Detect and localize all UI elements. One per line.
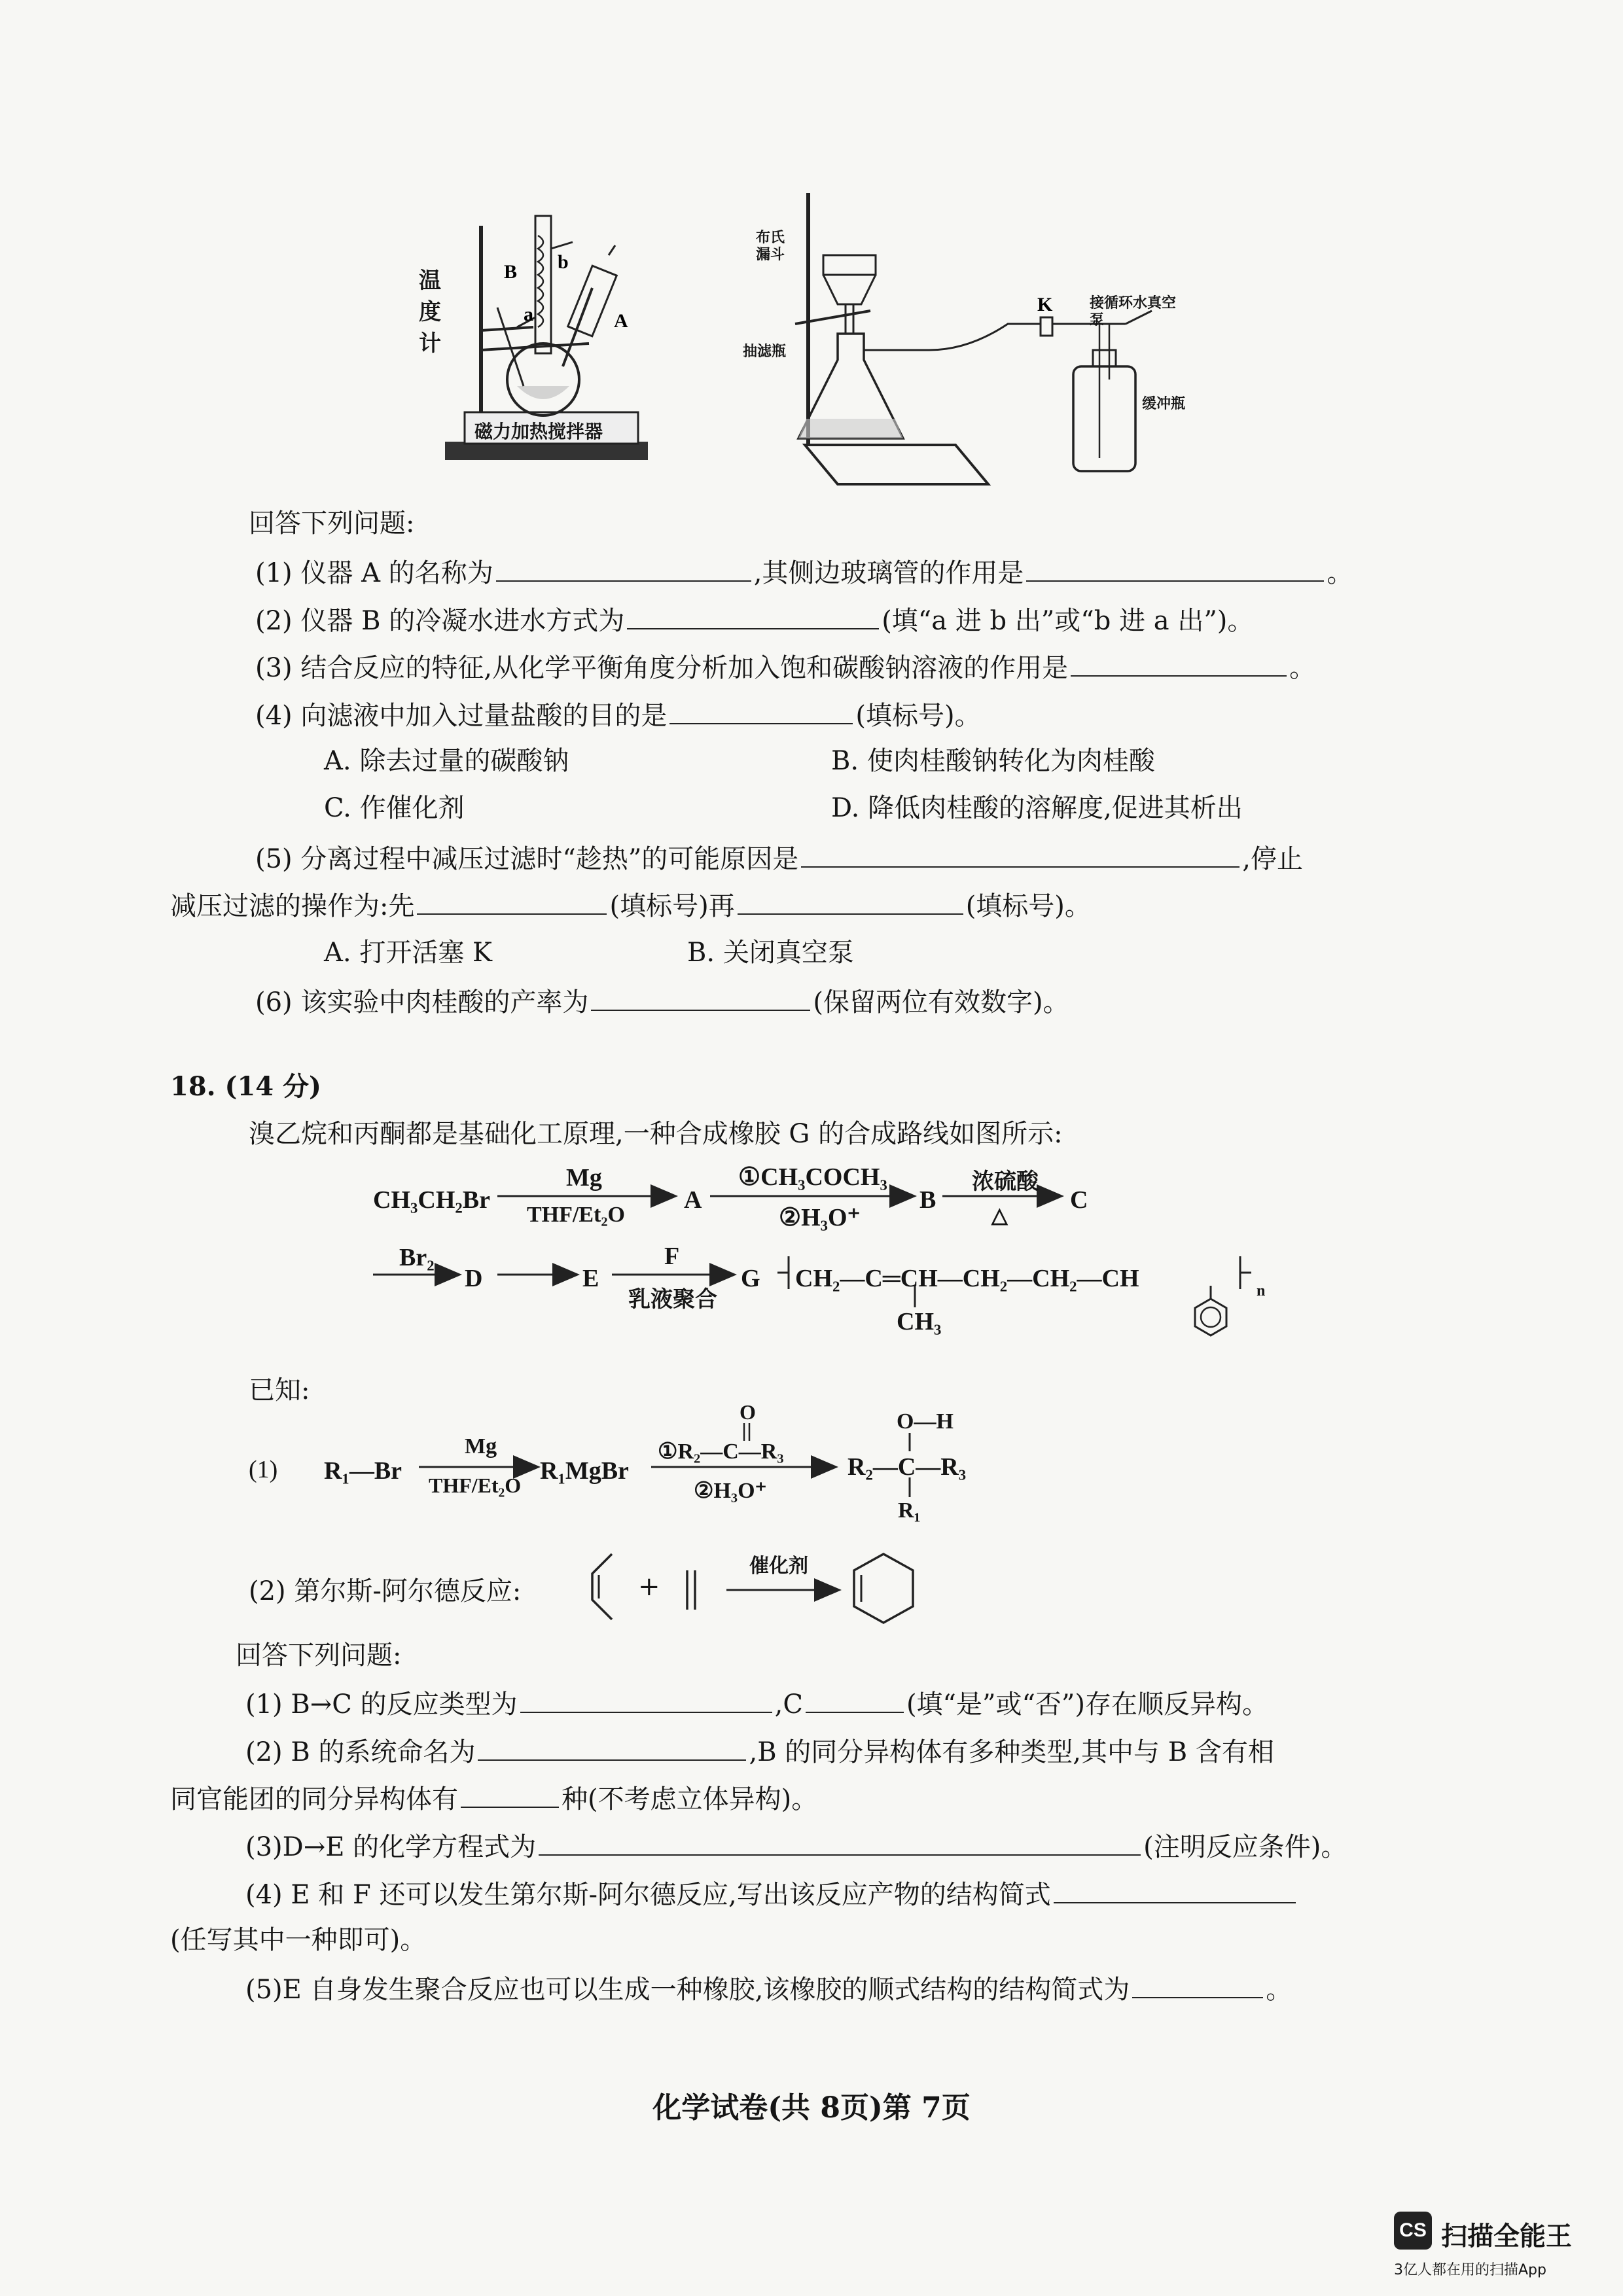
known1-oh: O—H: [897, 1409, 954, 1434]
q17-p1c: 。: [1327, 558, 1353, 588]
q17-p5c: 减压过滤的操作为:先: [170, 891, 415, 921]
q17-blank-6[interactable]: [591, 987, 810, 1011]
q17-p2b: (填“a 进 b 出”或“b 进 a 出”)。: [882, 606, 1254, 636]
apparatus-figure-right: [733, 183, 1257, 497]
q18-part4-cont: (任写其中一种即可)。: [170, 1925, 427, 1955]
q18-p2c: 同官能团的同分异构体有: [170, 1784, 458, 1814]
route-emulsion: 乳液聚合: [628, 1288, 717, 1312]
q17-p3a: (3) 结合反应的特征,从化学平衡角度分析加入饱和碳酸钠溶液的作用是: [255, 653, 1069, 683]
known1-r1: R₁: [898, 1498, 921, 1523]
q17-p6b: (保留两位有效数字)。: [813, 987, 1069, 1017]
q17-option-4D[interactable]: D. 降低肉桂酸的溶解度,促进其析出: [831, 793, 1243, 823]
q17-p6a: (6) 该实验中肉桂酸的产率为: [255, 987, 589, 1017]
q17-part5-cont: [170, 891, 1091, 919]
q17-p2a: (2) 仪器 B 的冷凝水进水方式为: [255, 606, 625, 636]
q17-blank-3[interactable]: [1071, 653, 1287, 677]
route-A: A: [684, 1186, 702, 1214]
funnel-label: 布氏漏斗: [756, 229, 785, 263]
q18-part2-cont: [170, 1784, 817, 1812]
route-br2: Br₂: [399, 1244, 435, 1271]
q17-part5: [255, 844, 1303, 872]
q17-blank-5c[interactable]: [738, 891, 963, 915]
watermark-slogan: 3亿人都在用的扫描App: [1394, 2262, 1546, 2278]
known1-step1: ①R₂—C—R₃: [658, 1439, 784, 1464]
q17-option-4C[interactable]: C. 作催化剂: [324, 793, 465, 823]
q17-blank-1b[interactable]: [1026, 558, 1324, 582]
q18-p1b: ,C: [774, 1689, 803, 1720]
q17-blank-5b[interactable]: [417, 891, 607, 915]
route-D: D: [465, 1265, 483, 1292]
known1-solvent: THF/Et₂O: [429, 1474, 522, 1497]
route-acid: 浓硫酸: [972, 1170, 1039, 1194]
route-mg: Mg: [566, 1164, 602, 1192]
q17-p4a: (4) 向滤液中加入过量盐酸的目的是: [255, 701, 668, 731]
known1-r1br: R₁—Br: [324, 1457, 402, 1485]
q18-part4: [245, 1880, 1298, 1908]
q17-blank-2[interactable]: [627, 606, 879, 629]
q17-p5e: (填标号)。: [965, 891, 1091, 921]
q18-p2d: 种(不考虑立体异构)。: [562, 1784, 818, 1814]
synthesis-route: [366, 1158, 1296, 1341]
q18-part5: [245, 1975, 1292, 2003]
known-label: 已知:: [249, 1375, 310, 1405]
flask-label: 抽滤瓶: [743, 343, 787, 360]
known2-catalyst: 催化剂: [749, 1555, 808, 1578]
q18-p5b: 。: [1266, 1975, 1293, 2005]
q17-part2: [255, 606, 1253, 634]
q18-intro: 溴乙烷和丙酮都是基础化工原理,一种合成橡胶 G 的合成路线如图所示:: [249, 1119, 1063, 1149]
q17-part6: [255, 987, 1069, 1016]
route-solvent: THF/Et₂O: [527, 1203, 625, 1227]
watermark-brand: 扫描全能王: [1441, 2221, 1572, 2252]
route-E: E: [582, 1265, 599, 1292]
route-heat: △: [991, 1203, 1008, 1227]
q17-option-5B[interactable]: B. 关闭真空泵: [687, 938, 854, 968]
route-B: B: [919, 1186, 936, 1214]
q17-option-5A[interactable]: A. 打开活塞 K: [324, 938, 492, 968]
q17-p1b: ,其侧边玻璃管的作用是: [753, 558, 1024, 588]
q18-blank-5[interactable]: [1132, 1975, 1263, 1998]
q17-option-4A[interactable]: A. 除去过量的碳酸钠: [324, 746, 569, 776]
route-G: G: [741, 1265, 760, 1292]
pump-label: 接循环水真空泵: [1090, 294, 1177, 328]
q17-part4: [255, 701, 981, 729]
label-b: b: [558, 251, 569, 273]
q18-p1a: (1) B→C 的反应类型为: [245, 1689, 518, 1720]
known1-product: R₂—C—R₃: [847, 1453, 967, 1481]
known2-plus: +: [638, 1572, 660, 1602]
route-C: C: [1070, 1186, 1088, 1214]
q17-blank-4[interactable]: [669, 701, 853, 724]
q18-part1: [245, 1689, 1268, 1718]
known2-label: (2) 第尔斯-阿尔德反应:: [249, 1576, 522, 1606]
q18-p3b: (注明反应条件)。: [1143, 1832, 1347, 1862]
label-A: A: [614, 310, 628, 332]
known1-grignard: R₁MgBr: [540, 1457, 629, 1485]
q18-p2b: ,B 的同分异构体有多种类型,其中与 B 含有相: [749, 1737, 1274, 1767]
q18-blank-2a[interactable]: [478, 1737, 746, 1761]
q17-blank-5a[interactable]: [801, 844, 1240, 868]
q17-part3: [255, 653, 1315, 681]
q17-p4b: (填标号)。: [855, 701, 981, 731]
route-start: CH₃CH₂Br: [373, 1186, 490, 1214]
route-methyl: CH₃: [897, 1308, 942, 1335]
known1-num: (1): [249, 1456, 278, 1483]
q17-blank-1a[interactable]: [496, 558, 751, 582]
known1-mg: Mg: [465, 1434, 497, 1458]
q17-intro: 回答下列问题:: [249, 508, 415, 539]
known1-step2: ②H₃O⁺: [694, 1479, 767, 1503]
q18-blank-4[interactable]: [1054, 1880, 1296, 1903]
valve-label: K: [1037, 294, 1053, 315]
q18-p5a: (5)E 自身发生聚合反应也可以生成一种橡胶,该橡胶的顺式结构的结构简式为: [245, 1975, 1130, 2005]
buffer-label: 缓冲瓶: [1142, 395, 1186, 412]
label-B: B: [504, 261, 518, 283]
q18-blank-1a[interactable]: [520, 1689, 772, 1713]
filtration-apparatus-drawing: [733, 183, 1257, 497]
q17-p3b: 。: [1289, 653, 1316, 683]
q18-part2: [245, 1737, 1274, 1765]
thermometer-label: 温度计: [419, 268, 441, 357]
scanner-watermark: [1394, 2212, 1610, 2284]
q17-part1: [255, 558, 1353, 586]
route-F: F: [664, 1243, 680, 1270]
known1-oxygen: O: [740, 1400, 756, 1424]
page-footer: 化学试卷(共 8页)第 7页: [652, 2091, 971, 2125]
q17-p5d: (填标号)再: [609, 891, 735, 921]
q18-p1c-text: (填“是”或“否”)存在顺反异构。: [906, 1689, 1268, 1720]
q18-header: 18. (14 分): [170, 1071, 321, 1102]
stirrer-label: 磁力加热搅拌器: [474, 421, 603, 442]
known-reaction-1: [249, 1400, 1034, 1531]
q18-intro2: 回答下列问题:: [236, 1640, 402, 1670]
watermark-logo: CS: [1394, 2212, 1432, 2250]
q18-part3: [245, 1832, 1347, 1860]
q18-p4a: (4) E 和 F 还可以发生第尔斯-阿尔德反应,写出该反应产物的结构简式: [245, 1880, 1051, 1910]
route-n: n: [1257, 1282, 1266, 1299]
q17-p1a: (1) 仪器 A 的名称为: [255, 558, 493, 588]
q17-p5b: ,停止: [1242, 844, 1303, 874]
apparatus-figure-left: [419, 177, 668, 478]
q17-p5a: (5) 分离过程中减压过滤时“趁热”的可能原因是: [255, 844, 799, 874]
route-polymer: CH₂—C═CH—CH₂—CH₂—CH: [795, 1265, 1139, 1292]
q18-blank-1b[interactable]: [806, 1689, 904, 1713]
q18-p3a: (3)D→E 的化学方程式为: [245, 1832, 537, 1862]
known-reaction-2: [249, 1544, 1034, 1629]
label-a: a: [524, 304, 533, 325]
route-step1: ①CH₃COCH₃: [738, 1163, 887, 1191]
route-step2: ②H₃O⁺: [779, 1204, 861, 1231]
q18-blank-2b[interactable]: [461, 1784, 559, 1808]
q18-p2a: (2) B 的系统命名为: [245, 1737, 476, 1767]
q18-blank-3[interactable]: [539, 1832, 1141, 1856]
q17-option-4B[interactable]: B. 使肉桂酸钠转化为肉桂酸: [831, 746, 1155, 776]
